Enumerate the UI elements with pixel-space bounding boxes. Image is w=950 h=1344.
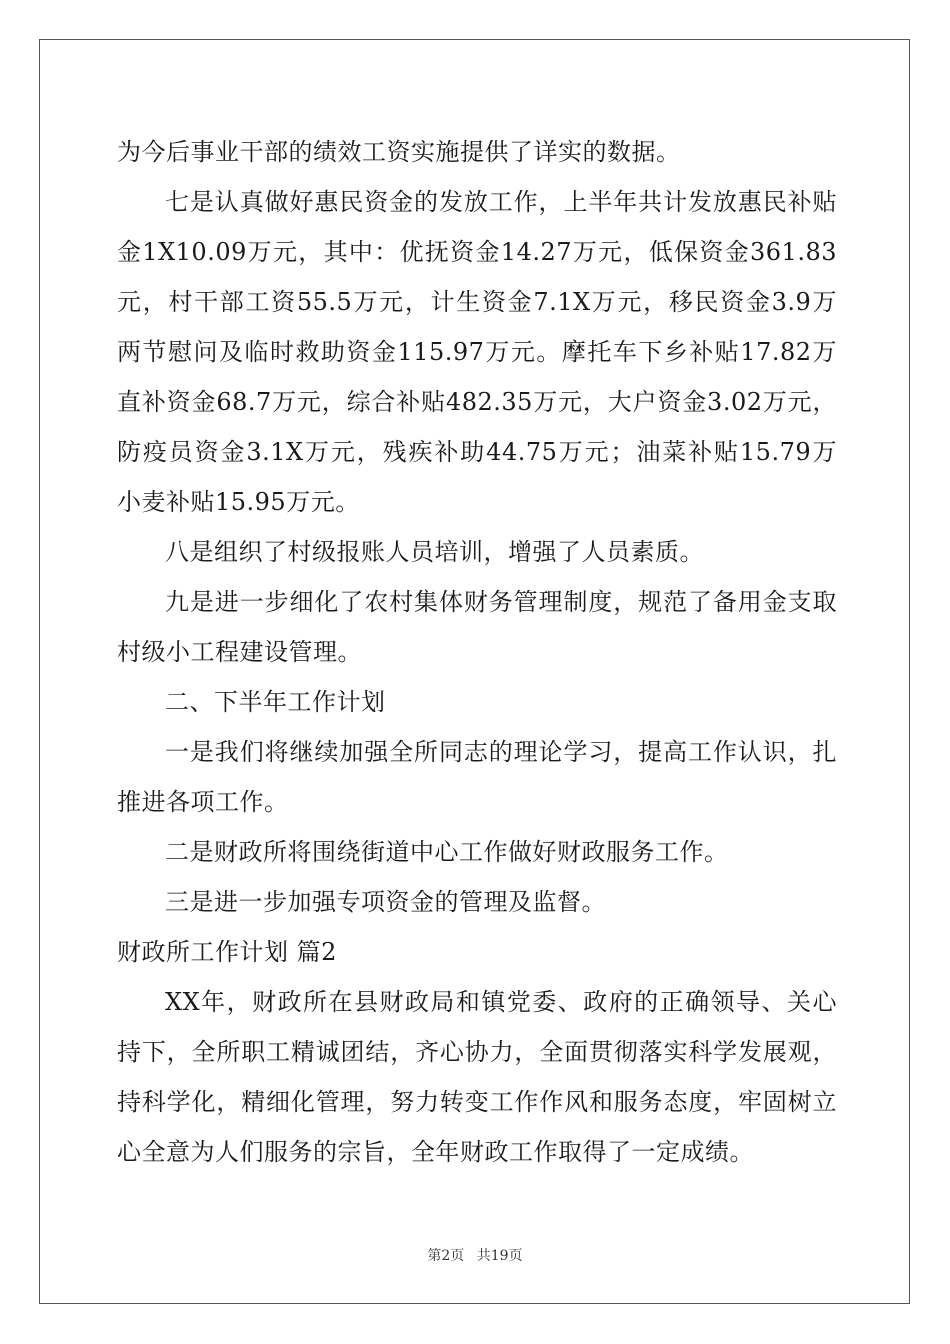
page-total: 共19页 (476, 1248, 523, 1264)
text-line-14: 推进各项工作。 (117, 788, 289, 816)
text-line-8: 小麦补贴15.95万元。 (117, 488, 360, 516)
text-line-2: 七是认真做好惠民资金的发放工作，上半年共计发放惠民补贴 (165, 188, 837, 216)
text-line-1: 为今后事业干部的绩效工资实施提供了详实的数据。 (117, 138, 681, 166)
text-line-9: 八是组织了村级报账人员培训，增强了人员素质。 (165, 538, 704, 566)
document-body (117, 127, 837, 1177)
page-number: 第2页 (427, 1248, 465, 1264)
text-line-5: 两节慰问及临时救助资金115.97万元。摩托车下乡补贴17.82万 (117, 338, 837, 366)
text-line-6: 直补资金68.7万元，综合补贴482.35万元，大户资金3.02万元， (117, 388, 837, 416)
text-line-21: 心全意为人们服务的宗旨，全年财政工作取得了一定成绩。 (117, 1138, 754, 1166)
text-line-10: 九是进一步细化了农村集体财务管理制度，规范了备用金支取 (165, 588, 837, 616)
text-line-11: 村级小工程建设管理。 (117, 638, 362, 666)
text-line-3: 金1X10.09万元，其中：优抚资金14.27万元，低保资金361.83 (117, 238, 837, 266)
text-line-7: 防疫员资金3.1X万元，残疾补助44.75万元；油菜补贴15.79万 (117, 438, 837, 466)
text-line-4: 元，村干部工资55.5万元，计生资金7.1X万元，移民资金3.9万 (117, 288, 837, 316)
text-line-16: 三是进一步加强专项资金的管理及监督。 (165, 888, 606, 916)
text-line-13: 一是我们将继续加强全所同志的理论学习，提高工作认识，扎 (165, 738, 837, 766)
section-heading: 二、下半年工作计划 (165, 688, 386, 716)
article-title: 财政所工作计划 篇2 (117, 938, 337, 966)
text-line-18: XX年，财政所在县财政局和镇党委、政府的正确领导、关心 (165, 988, 837, 1016)
text-line-19: 持下，全所职工精诚团结，齐心协力，全面贯彻落实科学发展观， (117, 1038, 837, 1066)
text-line-20: 持科学化，精细化管理，努力转变工作作风和服务态度，牢固树立 (117, 1088, 837, 1116)
page-footer (0, 1245, 950, 1265)
text-line-15: 二是财政所将围绕街道中心工作做好财政服务工作。 (165, 838, 729, 866)
